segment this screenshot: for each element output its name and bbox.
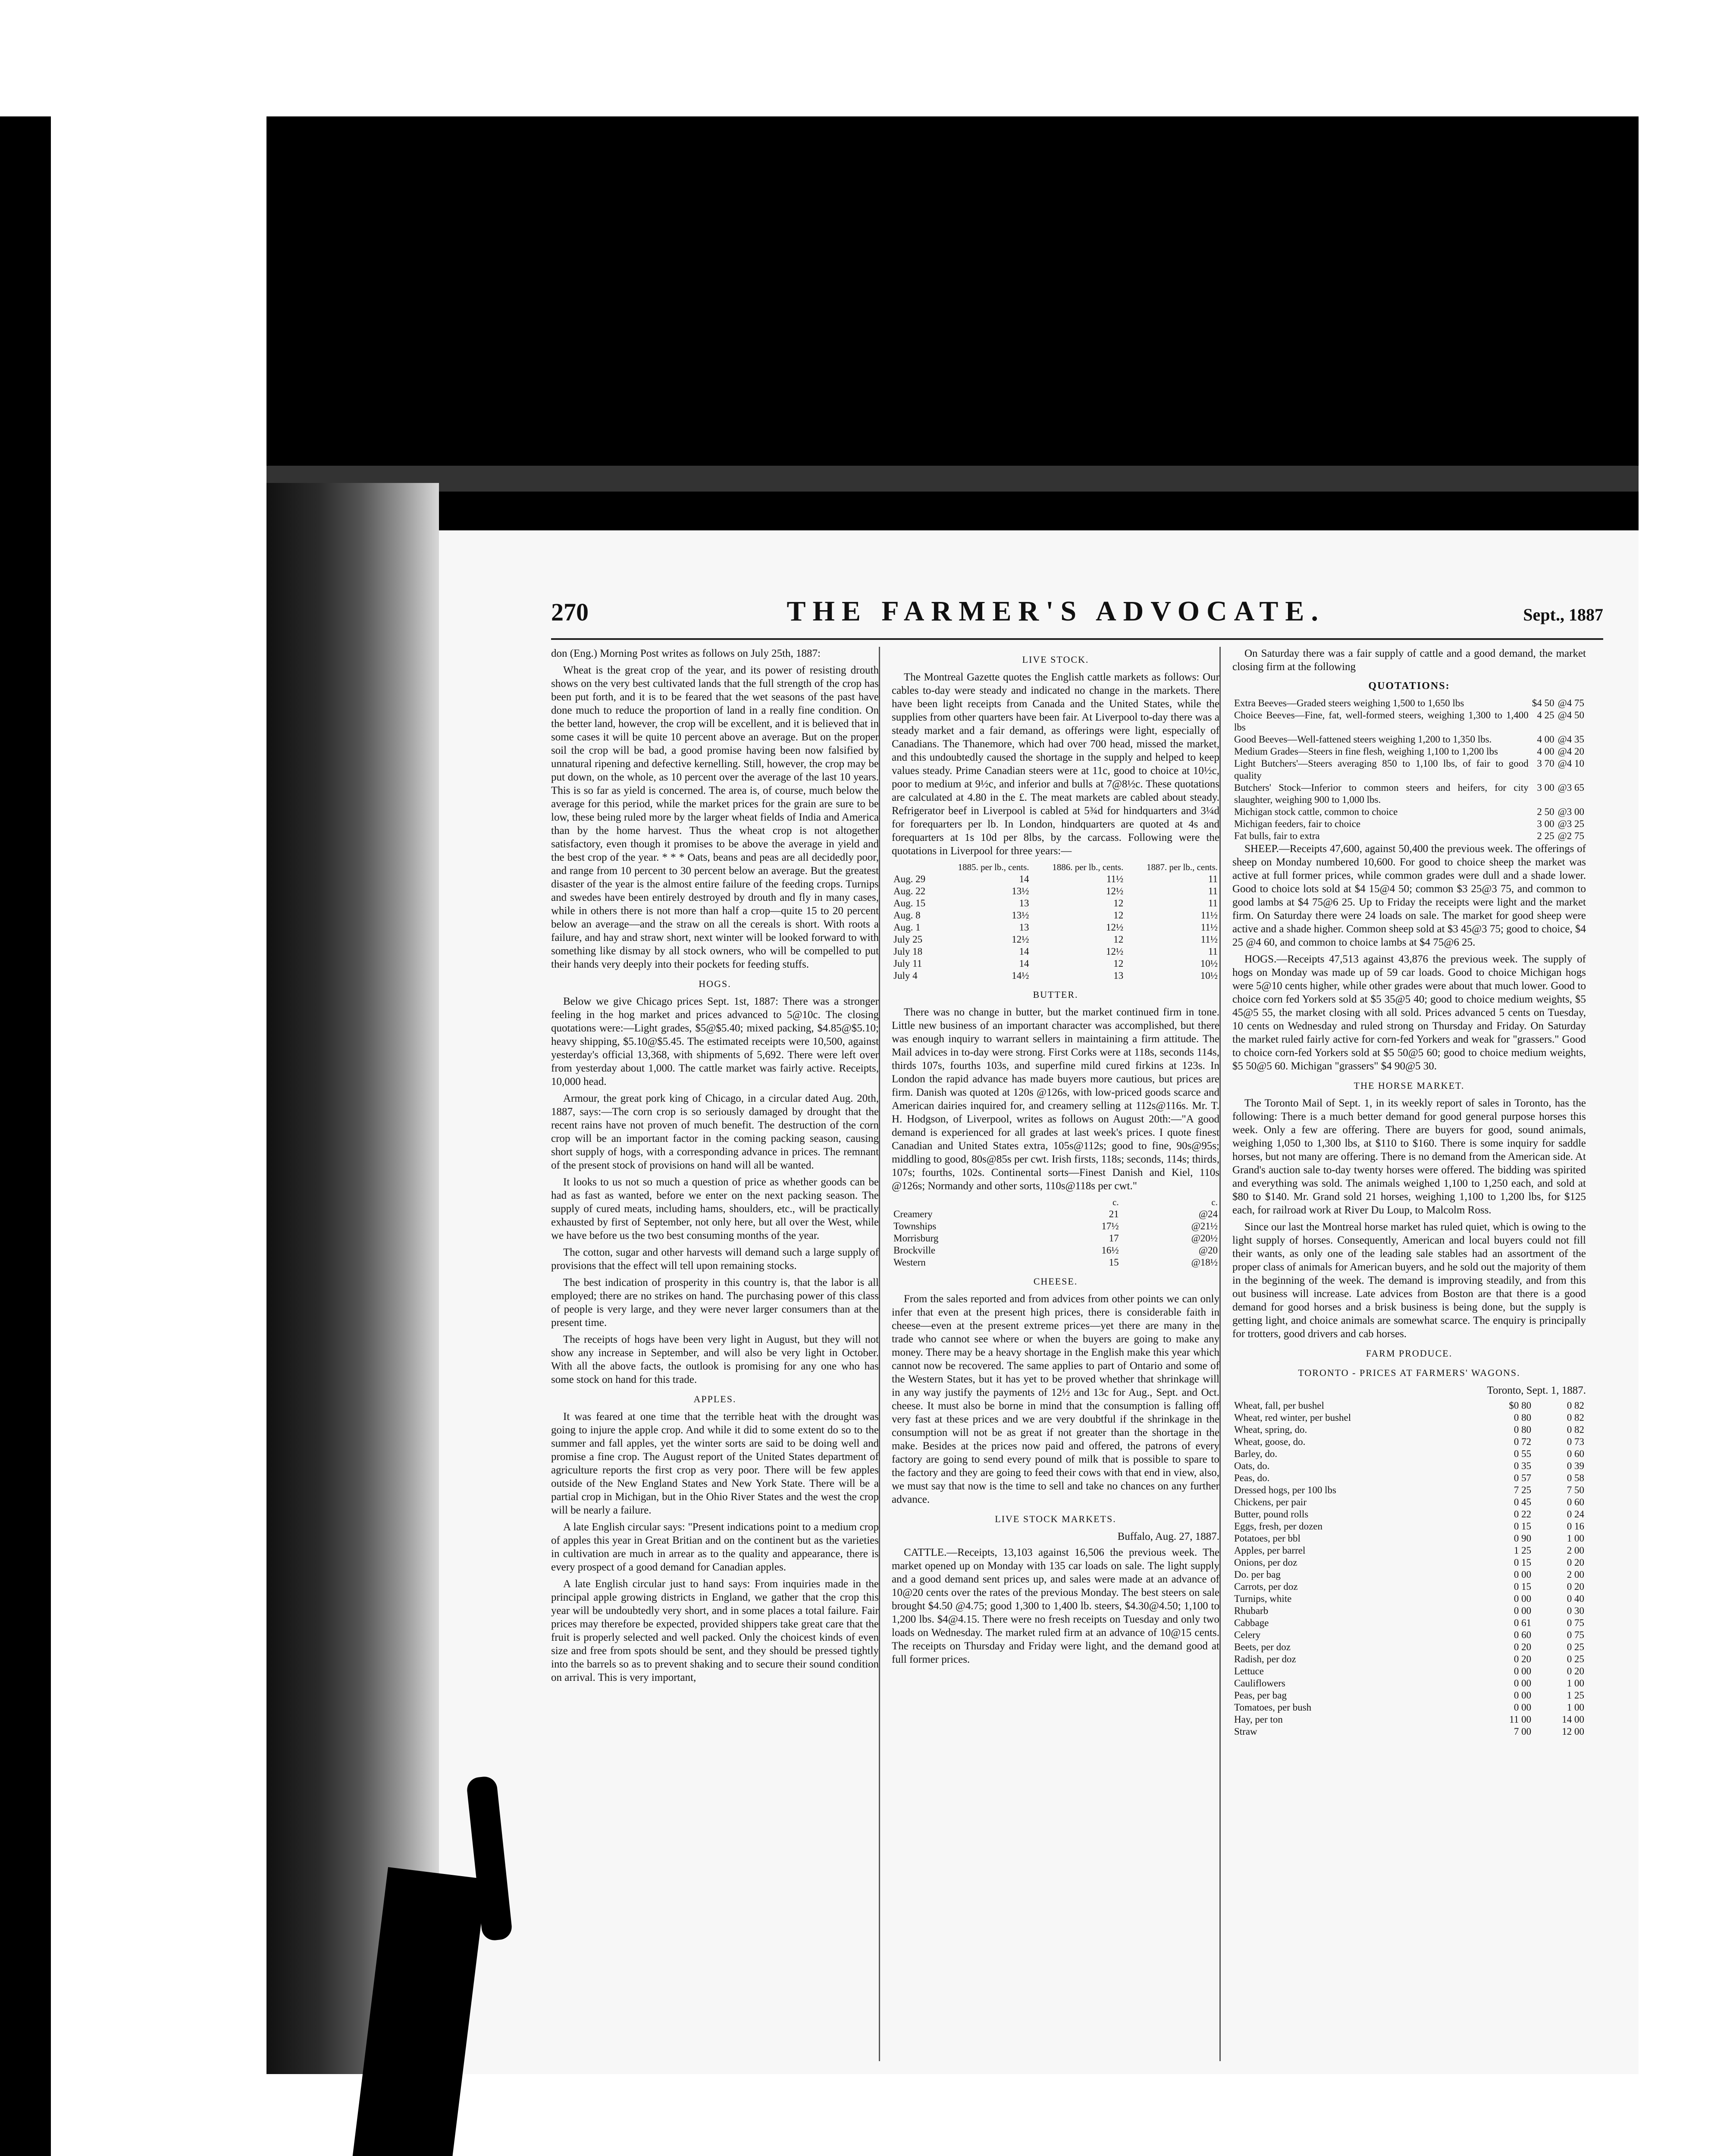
- table-cell: 0 58: [1567, 1473, 1584, 1483]
- table-cell: Choice Beeves—Fine, fat, well-formed steers, weighing 1,300 to 1,400 lbs: [1234, 710, 1529, 733]
- paragraph: don (Eng.) Morning Post writes as follows on July 25th, 1887:: [551, 648, 821, 659]
- section-heading-farm-produce: FARM PRODUCE.: [1366, 1348, 1453, 1359]
- paragraph: Armour, the great pork king of Chicago, in a circular dated Aug. 20th, 1887, says:—The corn crop is so seriously damaged by drought that the recent rains have not proven of much benefit. The destruction of the corn crop will be an important factor in the coming packing season, causing short supply of hogs, with a corresponding advance in prices. The remnant of the present stock of provisions on hand will all be wanted.: [551, 1093, 879, 1171]
- table-cell: Wheat, goose, do.: [1234, 1436, 1306, 1447]
- table-cell: @24: [1198, 1209, 1218, 1219]
- table-cell: 0 45: [1514, 1497, 1532, 1507]
- paragraph: It looks to us not so much a question of price as whether goods can be had as fast as wanted, before we enter on the next packing season. The supply of cured meats, including hams, shoulders, etc., will be practically exhausted by first of September, not only here, but all over the West, while we have before us the two best consuming months of the year.: [551, 1176, 879, 1241]
- table-cell: Fat bulls, fair to extra: [1234, 830, 1320, 841]
- table-cell: 7 25: [1514, 1485, 1532, 1495]
- section-heading-live-stock: LIVE STOCK.: [1022, 654, 1089, 665]
- table-cell: 12: [1113, 910, 1124, 921]
- table-row: [1232, 782, 1586, 806]
- section-subheading-toronto: TORONTO - PRICES AT FARMERS' WAGONS.: [1298, 1367, 1520, 1378]
- table-cell: Radish, per doz: [1234, 1654, 1296, 1664]
- table-cell: 0 75: [1567, 1630, 1584, 1640]
- table-row: [1232, 1665, 1586, 1677]
- table-cell: 2 00: [1567, 1545, 1584, 1556]
- paragraph: There was no change in butter, but the market continued firm in tone. Little new business of an important character was accomplished, but there was enough inquiry to warrant sellers in maintaining a firm attitude. The Mail advices in to-day were strong. First Corks were at 118s, seconds 114s, thirds 107s, fourths 103s, and superfine mild cured firkins at 123s. In London the rapid advance has made buyers more cautious, but prices are firm. Danish was quoted at 120s @126s, with low-priced goods scarce and American dairies inquired for, and creamery selling at 112s@116s. Mr. T. H. Hodgson, of Liverpool, writes as follows on August 20th:—"A good demand is experienced for all grades at last week's prices. I quote finest Canadian and United States extra, 105s@112s; good to fine, 90s@95s; middling to good, 80s@85s per cwt. Irish firsts, 118s; seconds, 114s; thirds, 107s; fourths, 102s. Continental sorts—Finest Danish and Kiel, 110s @126s; Normandy and other sorts, 110s@118s per cwt.": [892, 1006, 1219, 1192]
- paragraph: The Montreal Gazette quotes the English cattle markets as follows: Our cables to-day were steady and indicated no change in the markets. There have been light receipts from Canada and the United States, while the supplies from other quarters have been fair. At Liverpool to-day there was a steady market and a fair demand, as offerings were light, especially of Canadians. The Thanemore, which had over 700 head, missed the market, and this undoubtedly caused the shortage in the supply and helped to keep values steady. Prime Canadian steers were at 11c, good to choice at 10½c, poor to medium at 9½c, and inferior and bulls at 7@8½c. These quotations are calculated at 4.80 in the £. The meat markets are cabled about steady. Refrigerator beef in Liverpool is cabled at 5¾d for hindquarters and 3¼d for forequarters per lb. In London, hindquarters are quoted at 4s and forequarters at 1s 10d per 8lbs, by the carcass. Following were the quotations in Liverpool for three years:—: [892, 671, 1219, 857]
- page-number: 270: [551, 598, 589, 626]
- column-3: [1232, 647, 1586, 2070]
- section-heading-butter: BUTTER.: [1033, 989, 1078, 1000]
- table-cell: Butchers' Stock—Inferior to common steers and heifers, for city slaughter, weighing 900 to 1,000 lbs.: [1234, 782, 1529, 805]
- table-row: [1232, 1508, 1586, 1520]
- table-cell: 11½: [1200, 910, 1218, 921]
- table-row: [892, 885, 1219, 897]
- table-cell: @3 00: [1557, 806, 1584, 817]
- table-cell: @20: [1198, 1245, 1218, 1256]
- table-column-header: 1885. per lb., cents.: [958, 862, 1029, 872]
- table-row: [892, 958, 1219, 970]
- paragraph: The cotton, sugar and other harvests will demand such a large supply of provisions that the effect will tell upon remaining stocks.: [551, 1247, 879, 1272]
- table-row: [1232, 758, 1586, 782]
- table-cell: 14: [1019, 958, 1029, 969]
- table-cell: @20½: [1191, 1233, 1218, 1244]
- paragraph: The best indication of prosperity in this country is, that the labor is all employed; there are no strikes on hand. The purchasing power of this class of people is very large, and they were never larger consumers than at the present time.: [551, 1277, 879, 1329]
- table-cell: Wheat, red winter, per bushel: [1234, 1412, 1351, 1423]
- table-cell: 0 22: [1514, 1509, 1532, 1520]
- table-cell: 0 24: [1567, 1509, 1584, 1520]
- table-row: [1232, 1605, 1586, 1617]
- table-cell: 0 15: [1514, 1521, 1532, 1532]
- table-cell: Straw: [1234, 1726, 1257, 1737]
- table-cell: 0 20: [1567, 1581, 1584, 1592]
- table-cell: Do. per bag: [1234, 1569, 1281, 1580]
- table-cell: 1 00: [1567, 1702, 1584, 1713]
- paragraph: Below we give Chicago prices Sept. 1st, 1887: There was a stronger feeling in the hog market and prices advanced to 5@10c. The closing quotations were:—Light grades, $5@$5.40; mixed packing, $4.85@$5.10; heavy shipping, $5.10@$5.45. The estimated receipts were 10,500, against yesterday's official 13,368, with shipments of 5,692. There were left over from yesterday about 1,000. The cattle market was fairly active. Receipts, 10,000 head.: [551, 996, 879, 1087]
- table-row: [1232, 1557, 1586, 1569]
- paragraph: Since our last the Montreal horse market has ruled quiet, which is owing to the light supply of horses. Consequently, American and local buyers could not fill their wants, as only one of the leading sale stables had an assortment of the proper class of animals for American buyers, and he sold out the majority of them in the beginning of the week. The demand is improving steadily, and from this out business will increase. Late advices from Boston are that there is a good demand for good horses and a brisk business is being done, but the supply is getting light, and choice animals are somewhat scarce. The enquiry is principally for trotters, good drivers and cab horses.: [1232, 1221, 1586, 1340]
- table-row: [892, 1232, 1219, 1244]
- table-cell: 0 90: [1514, 1533, 1532, 1544]
- table-row: [1232, 1532, 1586, 1545]
- table-cell: 12: [1113, 958, 1124, 969]
- table-cell: 0 15: [1514, 1557, 1532, 1568]
- paragraph: The Toronto Mail of Sept. 1, in its weekly report of sales in Toronto, has the following: There is a much better demand for good general purpose horses this week. Only a few are offering. There are buyers for good, sound animals, weighing 1,050 to 1,300 lbs, at $110 to $160. There is some inquiry for saddle horses, but not many are offering. There is no demand from the American side. At Grand's auction sale to-day twenty horses were offered. The bidding was spirited and everything was sold. The animals weighed 1,100 to 1,250 each, and sold at $80 to $140. Mr. Grand sold 21 horses, weighing 1,100 to 1,200 lbs, for $125 each, for railroad work at River Du Loup, to Malcolm Ross.: [1232, 1097, 1586, 1216]
- scan-top-margin: [0, 0, 1711, 116]
- paragraph: Wheat is the great crop of the year, and its power of resisting drouth shows on the very best cultivated lands that the full strength of the crop has been put forth, and it is to be feared that the wet seasons of the past have done much to reduce the proportion of land in a really fine condition. On the better land, however, the crop will be excellent, and it is believed that in some cases it will be quite 10 percent above an average. But on the proper soil the crop will be bad, a good promise having been now falsified by unnatural ripening and defective kernelling. Still, however, the crop may be put down, on the whole, as 10 percent over the average of the last 10 years. This is so far as yield is concerned. The area is, of course, much below the average for this period, while the market prices for the grain are sure to be low, these being ruled more by the larger wheat fields of India and America than by the home harvest. Thus the wheat crop is not altogether satisfactory, even though it promises to be above the average in yield and the best crop of the year. * * * Oats, beans and peas are all decidedly poor, and range from 10 percent to 30 percent below an average. But the greatest disaster of the year is the almost entire failure of the feeding crops. Turnips and swedes have been entirely destroyed by drouth and fly in many cases, while in others there is not more than half a crop—quite 15 to 20 percent below an average—and the straw on all the cereals is short. With roots a failure, and hay and straw short, next winter will be looked forward to with something like dismay by all stock owners, who will be compelled to put their hands very deeply into their pockets for feeding stuffs.: [551, 664, 879, 970]
- newspaper-page: [439, 530, 1639, 2074]
- table-row: [1232, 1677, 1586, 1689]
- paragraph: A late English circular says: "Present indications point to a medium crop of apples this year in Great Britian and on the continent but as the varieties in cultivation are much in arrear as to the quality and appearance, there is every prospect of a good demand for Canadian apples.: [551, 1521, 879, 1573]
- butter-col-head: c.: [1112, 1197, 1119, 1207]
- table-cell: 0 73: [1567, 1436, 1584, 1447]
- table-row: [1232, 1496, 1586, 1508]
- table-row: [892, 1220, 1219, 1232]
- table-cell: 3 00: [1537, 818, 1554, 829]
- table-cell: July 18: [893, 946, 923, 957]
- table-cell: 1 00: [1567, 1533, 1584, 1544]
- table-cell: 12½: [1106, 946, 1124, 957]
- scan-left-margin: [51, 116, 266, 2156]
- table-row: [1232, 1617, 1586, 1629]
- table-cell: 3 70: [1537, 758, 1554, 769]
- farm-produce-table: [1232, 1400, 1586, 1738]
- table-row: [1232, 1545, 1586, 1557]
- table-cell: Brockville: [893, 1245, 936, 1256]
- table-cell: Carrots, per doz: [1234, 1581, 1298, 1592]
- table-cell: 21: [1109, 1209, 1119, 1219]
- table-cell: Extra Beeves—Graded steers weighing 1,500 to 1,650 lbs: [1234, 698, 1464, 708]
- table-cell: 0 30: [1567, 1605, 1584, 1616]
- table-cell: 0 00: [1514, 1593, 1532, 1604]
- dateline: Toronto, Sept. 1, 1887.: [1487, 1385, 1586, 1396]
- table-cell: 0 20: [1567, 1557, 1584, 1568]
- table-row: [1232, 1520, 1586, 1532]
- table-cell: 12½: [1012, 934, 1029, 945]
- book-binding-edge: [266, 483, 439, 2074]
- issue-date: Sept., 1887: [1523, 605, 1603, 624]
- table-cell: 0 00: [1514, 1702, 1532, 1713]
- table-row: [892, 970, 1219, 982]
- table-cell: 4 25: [1537, 710, 1554, 721]
- table-row: [1232, 1484, 1586, 1496]
- table-cell: 1 25: [1514, 1545, 1532, 1556]
- butter-prices-table: [892, 1196, 1219, 1269]
- table-cell: @4 35: [1557, 734, 1584, 745]
- table-cell: 0 16: [1567, 1521, 1584, 1532]
- table-row: [1232, 806, 1586, 818]
- header-rule: [551, 638, 1603, 640]
- table-cell: Aug. 15: [893, 898, 926, 909]
- table-cell: 11: [1208, 874, 1218, 884]
- table-cell: 1 00: [1567, 1678, 1584, 1689]
- table-cell: July 11: [893, 958, 922, 969]
- table-column-header: 1886. per lb., cents.: [1052, 862, 1124, 872]
- table-cell: 13: [1019, 898, 1029, 909]
- table-cell: Good Beeves—Well-fattened steers weighing 1,200 to 1,350 lbs.: [1234, 734, 1492, 745]
- table-cell: Michigan feeders, fair to choice: [1234, 818, 1361, 829]
- table-cell: @4 50: [1557, 710, 1584, 721]
- table-cell: 14: [1019, 946, 1029, 957]
- table-cell: 0 72: [1514, 1436, 1532, 1447]
- table-column-header: [892, 861, 937, 873]
- table-cell: 0 00: [1514, 1690, 1532, 1701]
- table-row: [892, 921, 1219, 934]
- paragraph: On Saturday there was a fair supply of cattle and a good demand, the market closing firm at the following: [1232, 648, 1586, 673]
- paragraph: CATTLE.—Receipts, 13,103 against 16,506 the previous week. The market opened up on Monday with 135 car loads on sale. The light supply and a good demand sent prices up, and sales were made at an advance of 10@20 cents over the rates of the previous Monday. The best steers on sale brought $4.50 @4.75; good 1,300 to 1,400 lb. steers, $4.30@4.50; 1,100 to 1,200 lbs. $4@4.15. There were no fresh receipts on Tuesday and only two loads on Wednesday. The market ruled firm at an advance of 10@15 cents. The receipts on Thursday and Friday were light, and the demand good at full former prices.: [892, 1547, 1219, 1665]
- table-cell: 7 00: [1514, 1726, 1532, 1737]
- table-cell: Morrisburg: [893, 1233, 939, 1244]
- table-row: [1232, 1400, 1586, 1412]
- table-cell: Butter, pound rolls: [1234, 1509, 1309, 1520]
- table-cell: 11½: [1200, 934, 1218, 945]
- table-row: [1232, 1412, 1586, 1424]
- table-cell: 1 25: [1567, 1690, 1584, 1701]
- table-cell: Chickens, per pair: [1234, 1497, 1307, 1507]
- page-header: [551, 595, 1603, 634]
- scan-bottom-margin: [51, 2074, 1639, 2156]
- table-row: [1232, 1436, 1586, 1448]
- table-cell: Peas, per bag: [1234, 1690, 1287, 1701]
- table-cell: 0 39: [1567, 1460, 1584, 1471]
- table-cell: Michigan stock cattle, common to choice: [1234, 806, 1398, 817]
- table-cell: Light Butchers'—Steers averaging 850 to 1,100 lbs, of fair to good quality: [1234, 758, 1529, 781]
- table-row: [1232, 1472, 1586, 1484]
- section-heading-live-stock-markets: LIVE STOCK MARKETS.: [995, 1514, 1116, 1524]
- table-cell: 10½: [1200, 958, 1218, 969]
- table-cell: July 4: [893, 970, 918, 981]
- table-cell: 12: [1113, 934, 1124, 945]
- table-row: [892, 934, 1219, 946]
- paragraph: From the sales reported and from advices from other points we can only infer that even at the present high prices, there is considerable faith in cheese—even at the present extreme prices—yet there are many in the trade who cannot see where or when the buyers are going to make any money. There may be a heavy shortage in the English make this year which cannot now be recovered. The same applies to part of Ontario and some of the Western States, but it has yet to be proved whether that shrinkage will in any way justify the payments of 12½ and 13c for Aug., Sept. and Oct. cheese. It must also be borne in mind that the consumption is falling off very fast at these prices and we are very doubtful if the shrinkage in the consumption will not be as great if not greater than the shortage in the make. Besides at the prices now paid and offered, the patrons of every factory are going to send every pound of milk that is possible to spare to the factory and they are going to feed their cows with that end in view, also, we must say that now is the time to sell and take no chances on any further advance.: [892, 1293, 1219, 1505]
- table-cell: Wheat, spring, do.: [1234, 1424, 1307, 1435]
- dateline: Buffalo, Aug. 27, 1887.: [1117, 1531, 1219, 1542]
- table-cell: 0 60: [1514, 1630, 1532, 1640]
- table-cell: 11½: [1106, 874, 1124, 884]
- table-cell: Potatoes, per bbl: [1234, 1533, 1300, 1544]
- table-row: [892, 1244, 1219, 1257]
- table-cell: 13½: [1012, 886, 1029, 896]
- table-row: [1232, 1460, 1586, 1472]
- cattle-quotations-table: [1232, 697, 1586, 842]
- table-cell: 10½: [1200, 970, 1218, 981]
- column-divider: [879, 647, 880, 2061]
- table-cell: 0 00: [1514, 1678, 1532, 1689]
- scan-right-margin: [1639, 116, 1711, 2156]
- masthead: THE FARMER'S ADVOCATE.: [787, 595, 1325, 627]
- table-cell: Eggs, fresh, per dozen: [1234, 1521, 1323, 1532]
- table-cell: 2 00: [1567, 1569, 1584, 1580]
- table-cell: Peas, do.: [1234, 1473, 1270, 1483]
- table-cell: Aug. 29: [893, 874, 926, 884]
- table-row: [1232, 1714, 1586, 1726]
- table-cell: 0 60: [1567, 1448, 1584, 1459]
- table-row: [892, 1257, 1219, 1269]
- table-cell: 0 20: [1514, 1642, 1532, 1652]
- section-heading-apples: APPLES.: [693, 1394, 736, 1404]
- table-cell: 15: [1109, 1257, 1119, 1268]
- table-cell: 0 75: [1567, 1617, 1584, 1628]
- table-cell: Hay, per ton: [1234, 1714, 1283, 1725]
- column-1: [551, 647, 879, 2070]
- table-row: [1232, 830, 1586, 842]
- table-cell: 0 57: [1514, 1473, 1532, 1483]
- table-cell: 17: [1109, 1233, 1119, 1244]
- table-cell: Aug. 22: [893, 886, 926, 896]
- table-cell: 0 40: [1567, 1593, 1584, 1604]
- table-cell: 12½: [1106, 886, 1124, 896]
- liverpool-prices-table: [892, 861, 1219, 982]
- table-cell: 14 00: [1562, 1714, 1584, 1725]
- table-cell: 0 80: [1514, 1412, 1532, 1423]
- table-cell: 17½: [1101, 1221, 1119, 1232]
- table-cell: 12: [1113, 898, 1124, 909]
- table-column-header: 1887. per lb., cents.: [1146, 862, 1218, 872]
- table-cell: @4 20: [1557, 746, 1584, 757]
- table-cell: 11: [1208, 886, 1218, 896]
- section-heading-horse-market: THE HORSE MARKET.: [1354, 1080, 1465, 1091]
- table-row: [892, 909, 1219, 921]
- table-cell: Creamery: [893, 1209, 933, 1219]
- table-cell: Cauliflowers: [1234, 1678, 1285, 1689]
- table-row: [892, 873, 1219, 885]
- table-row: [1232, 1726, 1586, 1738]
- table-cell: Barley, do.: [1234, 1448, 1278, 1459]
- table-cell: Townships: [893, 1221, 937, 1232]
- table-cell: 0 15: [1514, 1581, 1532, 1592]
- table-cell: Celery: [1234, 1630, 1261, 1640]
- paragraph: SHEEP.—Receipts 47,600, against 50,400 the previous week. The offerings of sheep on Monday numbered 10,600. For good to choice sheep the market was active at full former prices, while common grades were dull and a shade lower. Good to choice lots sold at $4 15@4 50; common $3 25@3 75, and common to good lambs at $4 75@6 25. Up to Friday the receipts were light and the market firm. On Saturday there were 24 loads on sale. The market for good sheep were active and a shade higher. Common sheep sold at $3 45@3 75; good to choice, $4 25 @4 60, and common to choice lambs at $4 75@6 25.: [1232, 843, 1586, 948]
- table-row: [1232, 1629, 1586, 1641]
- table-cell: @2 75: [1557, 830, 1584, 841]
- table-row: [1232, 709, 1586, 733]
- table-cell: 12 00: [1562, 1726, 1584, 1737]
- column-divider: [1219, 647, 1221, 2061]
- table-cell: Apples, per barrel: [1234, 1545, 1306, 1556]
- table-cell: Turnips, white: [1234, 1593, 1292, 1604]
- table-cell: Medium Grades—Steers in fine flesh, weighing 1,100 to 1,200 lbs: [1234, 746, 1498, 757]
- table-cell: Western: [893, 1257, 926, 1268]
- paragraph: HOGS.—Receipts 47,513 against 43,876 the previous week. The supply of hogs on Monday was made up of 59 car loads. Good to choice Michigan hogs were 5@10 cents higher, while other grades were about that much lower. Good to choice corn fed Yorkers sold at $5 35@5 40; good to choice medium weights, $5 45@5 55, the market closing with all sold. Prices advanced 5 cents on Tuesday, 10 cents on Wednesday and ruled strong on Thursday and Friday. On Saturday the market ruled fairly active for corn-fed Yorkers and weak for "grassers." Good to choice corn-fed Yorkers sold at $5 50@5 60; good to choice medium weights, $5 50@5 60. Michigan "grassers" $4 90@5 30.: [1232, 953, 1586, 1072]
- table-cell: @4 10: [1557, 758, 1584, 769]
- book-top-edge: [266, 466, 1639, 492]
- table-cell: 14½: [1012, 970, 1029, 981]
- table-cell: 14: [1019, 874, 1029, 884]
- paragraph: The receipts of hogs have been very light in August, but they will not show any increase in September, and will also be very light in October. With all the above facts, the outlook is promising for any one who has some stock on hand for this trade.: [551, 1334, 879, 1385]
- table-cell: 4 00: [1537, 734, 1554, 745]
- butter-col-head: c.: [1211, 1197, 1218, 1207]
- table-cell: 0 82: [1567, 1412, 1584, 1423]
- table-cell: 0 00: [1514, 1666, 1532, 1677]
- table-cell: 0 00: [1514, 1569, 1532, 1580]
- table-cell: 0 82: [1567, 1424, 1584, 1435]
- table-row: [1232, 1424, 1586, 1436]
- table-row: [892, 1208, 1219, 1220]
- table-row: [1232, 746, 1586, 758]
- table-cell: 7 50: [1567, 1485, 1584, 1495]
- table-cell: 13: [1019, 922, 1029, 933]
- table-cell: $0 80: [1509, 1400, 1532, 1411]
- table-row: [1232, 1593, 1586, 1605]
- table-row: [1232, 1653, 1586, 1665]
- table-cell: 11: [1208, 946, 1218, 957]
- table-cell: 0 25: [1567, 1642, 1584, 1652]
- table-cell: 16½: [1101, 1245, 1119, 1256]
- table-cell: $4 50: [1532, 698, 1554, 708]
- paragraph: A late English circular just to hand says: From inquiries made in the principal apple growing districts in England, we gather that the crop this year will be undoubtedly very short, and in some places a total failure. Fair prices may therefore be expected, provided shippers take great care that the fruit is properly selected and well packed. Only the choicest kinds of even size and free from spots should be sent, and they should be pressed tightly into the barrels so as to prevent shaking and to secure their sound condition on arrival. This is very important,: [551, 1578, 879, 1683]
- table-cell: 13½: [1012, 910, 1029, 921]
- table-cell: 0 80: [1514, 1424, 1532, 1435]
- table-cell: Aug. 8: [893, 910, 921, 921]
- table-cell: Tomatoes, per bush: [1234, 1702, 1312, 1713]
- table-row: [1232, 1702, 1586, 1714]
- table-cell: Lettuce: [1234, 1666, 1264, 1677]
- table-cell: Cabbage: [1234, 1617, 1269, 1628]
- table-cell: 12½: [1106, 922, 1124, 933]
- table-cell: 0 82: [1567, 1400, 1584, 1411]
- paragraph: It was feared at one time that the terrible heat with the drought was going to injure the apple crop. And while it did to some extent do so to the summer and fall apples, yet the winter sorts are said to be doing well and promise a fine crop. The August report of the United States department of agriculture reports the first crop as very poor. There will be few apples outside of the New England States and New York State. There will be a partial crop in Michigan, but in the Ohio River States and the west the crop will be nearly a failure.: [551, 1411, 879, 1516]
- table-cell: 0 20: [1514, 1654, 1532, 1664]
- table-cell: 0 25: [1567, 1654, 1584, 1664]
- table-row: [892, 946, 1219, 958]
- table-cell: @4 75: [1557, 698, 1584, 708]
- table-cell: Dressed hogs, per 100 lbs: [1234, 1485, 1336, 1495]
- table-cell: 0 61: [1514, 1617, 1532, 1628]
- table-cell: 0 00: [1514, 1605, 1532, 1616]
- table-cell: Wheat, fall, per bushel: [1234, 1400, 1324, 1411]
- table-cell: 2 25: [1537, 830, 1554, 841]
- table-cell: @18½: [1191, 1257, 1218, 1268]
- table-row: [1232, 1448, 1586, 1460]
- table-cell: 11: [1208, 898, 1218, 909]
- table-row: [1232, 733, 1586, 746]
- table-cell: 11 00: [1509, 1714, 1532, 1725]
- section-heading-quotations: QUOTATIONS:: [1368, 680, 1450, 692]
- table-cell: Rhubarb: [1234, 1605, 1269, 1616]
- table-cell: 13: [1113, 970, 1124, 981]
- table-row: [892, 897, 1219, 909]
- table-cell: 0 60: [1567, 1497, 1584, 1507]
- section-heading-hogs: HOGS.: [699, 978, 731, 989]
- table-cell: 0 35: [1514, 1460, 1532, 1471]
- table-row: [1232, 1689, 1586, 1702]
- table-cell: 0 55: [1514, 1448, 1532, 1459]
- table-cell: 4 00: [1537, 746, 1554, 757]
- section-heading-cheese: CHEESE.: [1033, 1276, 1078, 1287]
- table-cell: Oats, do.: [1234, 1460, 1270, 1471]
- table-cell: @3 25: [1557, 818, 1584, 829]
- table-row: [1232, 1641, 1586, 1653]
- table-cell: 0 20: [1567, 1666, 1584, 1677]
- table-cell: 2 50: [1537, 806, 1554, 817]
- table-cell: @21½: [1191, 1221, 1218, 1232]
- table-cell: Onions, per doz: [1234, 1557, 1297, 1568]
- column-2: [892, 647, 1219, 2070]
- table-cell: 11½: [1200, 922, 1218, 933]
- table-row: [1232, 1569, 1586, 1581]
- table-row: [1232, 818, 1586, 830]
- table-row: [1232, 697, 1586, 709]
- table-row: [1232, 1581, 1586, 1593]
- table-cell: 3 00: [1537, 782, 1554, 793]
- table-cell: @3 65: [1557, 782, 1584, 793]
- table-cell: Aug. 1: [893, 922, 921, 933]
- table-cell: July 25: [893, 934, 923, 945]
- table-cell: Beets, per doz: [1234, 1642, 1291, 1652]
